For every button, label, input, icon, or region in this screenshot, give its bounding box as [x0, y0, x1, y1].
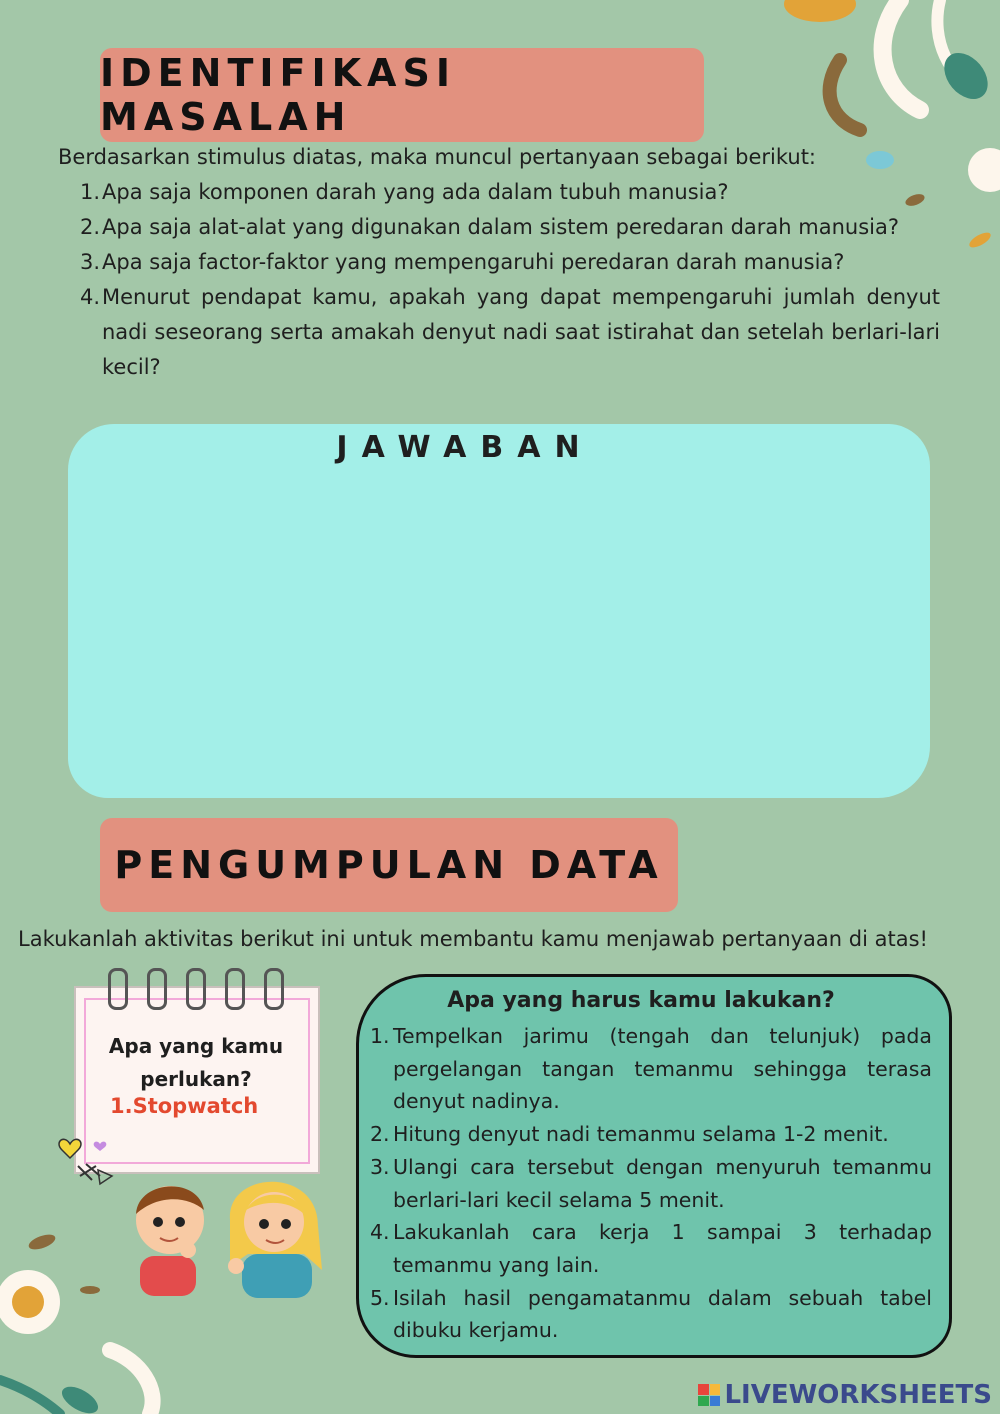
footer-brand: LIVEWORKSHEETS — [724, 1380, 992, 1410]
steps-list — [370, 1020, 932, 1347]
answer-input-area[interactable] — [68, 424, 930, 798]
children-illustration — [118, 1170, 328, 1300]
step-item: 3. Ulangi cara tersebut dengan menyuruh temanmu berlari-lari kecil selama 5 menit. — [370, 1154, 932, 1212]
section1-intro: Berdasarkan stimulus diatas, maka muncul pertanyaan sebagai berikut: — [58, 145, 817, 169]
answer-title: JAWABAN — [336, 430, 594, 465]
question-item: 3. Apa saja factor-faktor yang mempengaruhi peredaran darah manusia? — [79, 250, 845, 274]
steps-title: Apa yang harus kamu lakukan? — [447, 988, 835, 1013]
spiral-ring-icon — [108, 968, 128, 1010]
pengumpulan-data-banner — [100, 818, 678, 912]
question-item: 1. Apa saja komponen darah yang ada dalam tubuh manusia? — [79, 180, 729, 204]
step-item: 1. Tempelkan jarimu (tengah dan telunjuk) pada pergelangan tangan temanmu sehingga terasa denyut nadinya. — [370, 1024, 932, 1114]
spiral-ring-icon — [186, 968, 206, 1010]
section2-intro: Lakukanlah aktivitas berikut ini untuk membantu kamu menjawab pertanyaan di atas! — [18, 927, 928, 951]
step-item: 2. Hitung denyut nadi temanmu selama 1-2 menit. — [370, 1122, 889, 1147]
heart-doodle-icon — [56, 1130, 126, 1186]
notepad-question: Apa yang kamu perlukan? — [108, 1034, 284, 1091]
section2-title: PENGUMPULAN DATA — [114, 843, 664, 887]
notepad-item: 1.Stopwatch — [110, 1094, 259, 1118]
identifikasi-masalah-banner — [100, 48, 704, 142]
spiral-ring-icon — [225, 968, 245, 1010]
liveworksheets-logo-icon — [698, 1384, 720, 1406]
question-item: 4. Menurut pendapat kamu, apakah yang dapat mempengaruhi jumlah denyut nadi seseorang serta amakah denyut nadi saat istirahat dan setelah berlari-lari kecil? — [79, 285, 940, 379]
step-item: 5. Isilah hasil pengamatanmu dalam sebuah tabel dibuku kerjamu. — [370, 1285, 932, 1343]
section1-title: IDENTIFIKASI MASALAH — [100, 51, 456, 139]
question-list — [60, 175, 940, 385]
spiral-ring-icon — [264, 968, 284, 1010]
step-item: 4. Lakukanlah cara kerja 1 sampai 3 terhadap temanmu yang lain. — [370, 1220, 932, 1277]
liveworksheets-logo[interactable] — [698, 1380, 992, 1410]
question-item: 2. Apa saja alat-alat yang digunakan dalam sistem peredaran darah manusia? — [79, 215, 900, 239]
spiral-ring-icon — [147, 968, 167, 1010]
